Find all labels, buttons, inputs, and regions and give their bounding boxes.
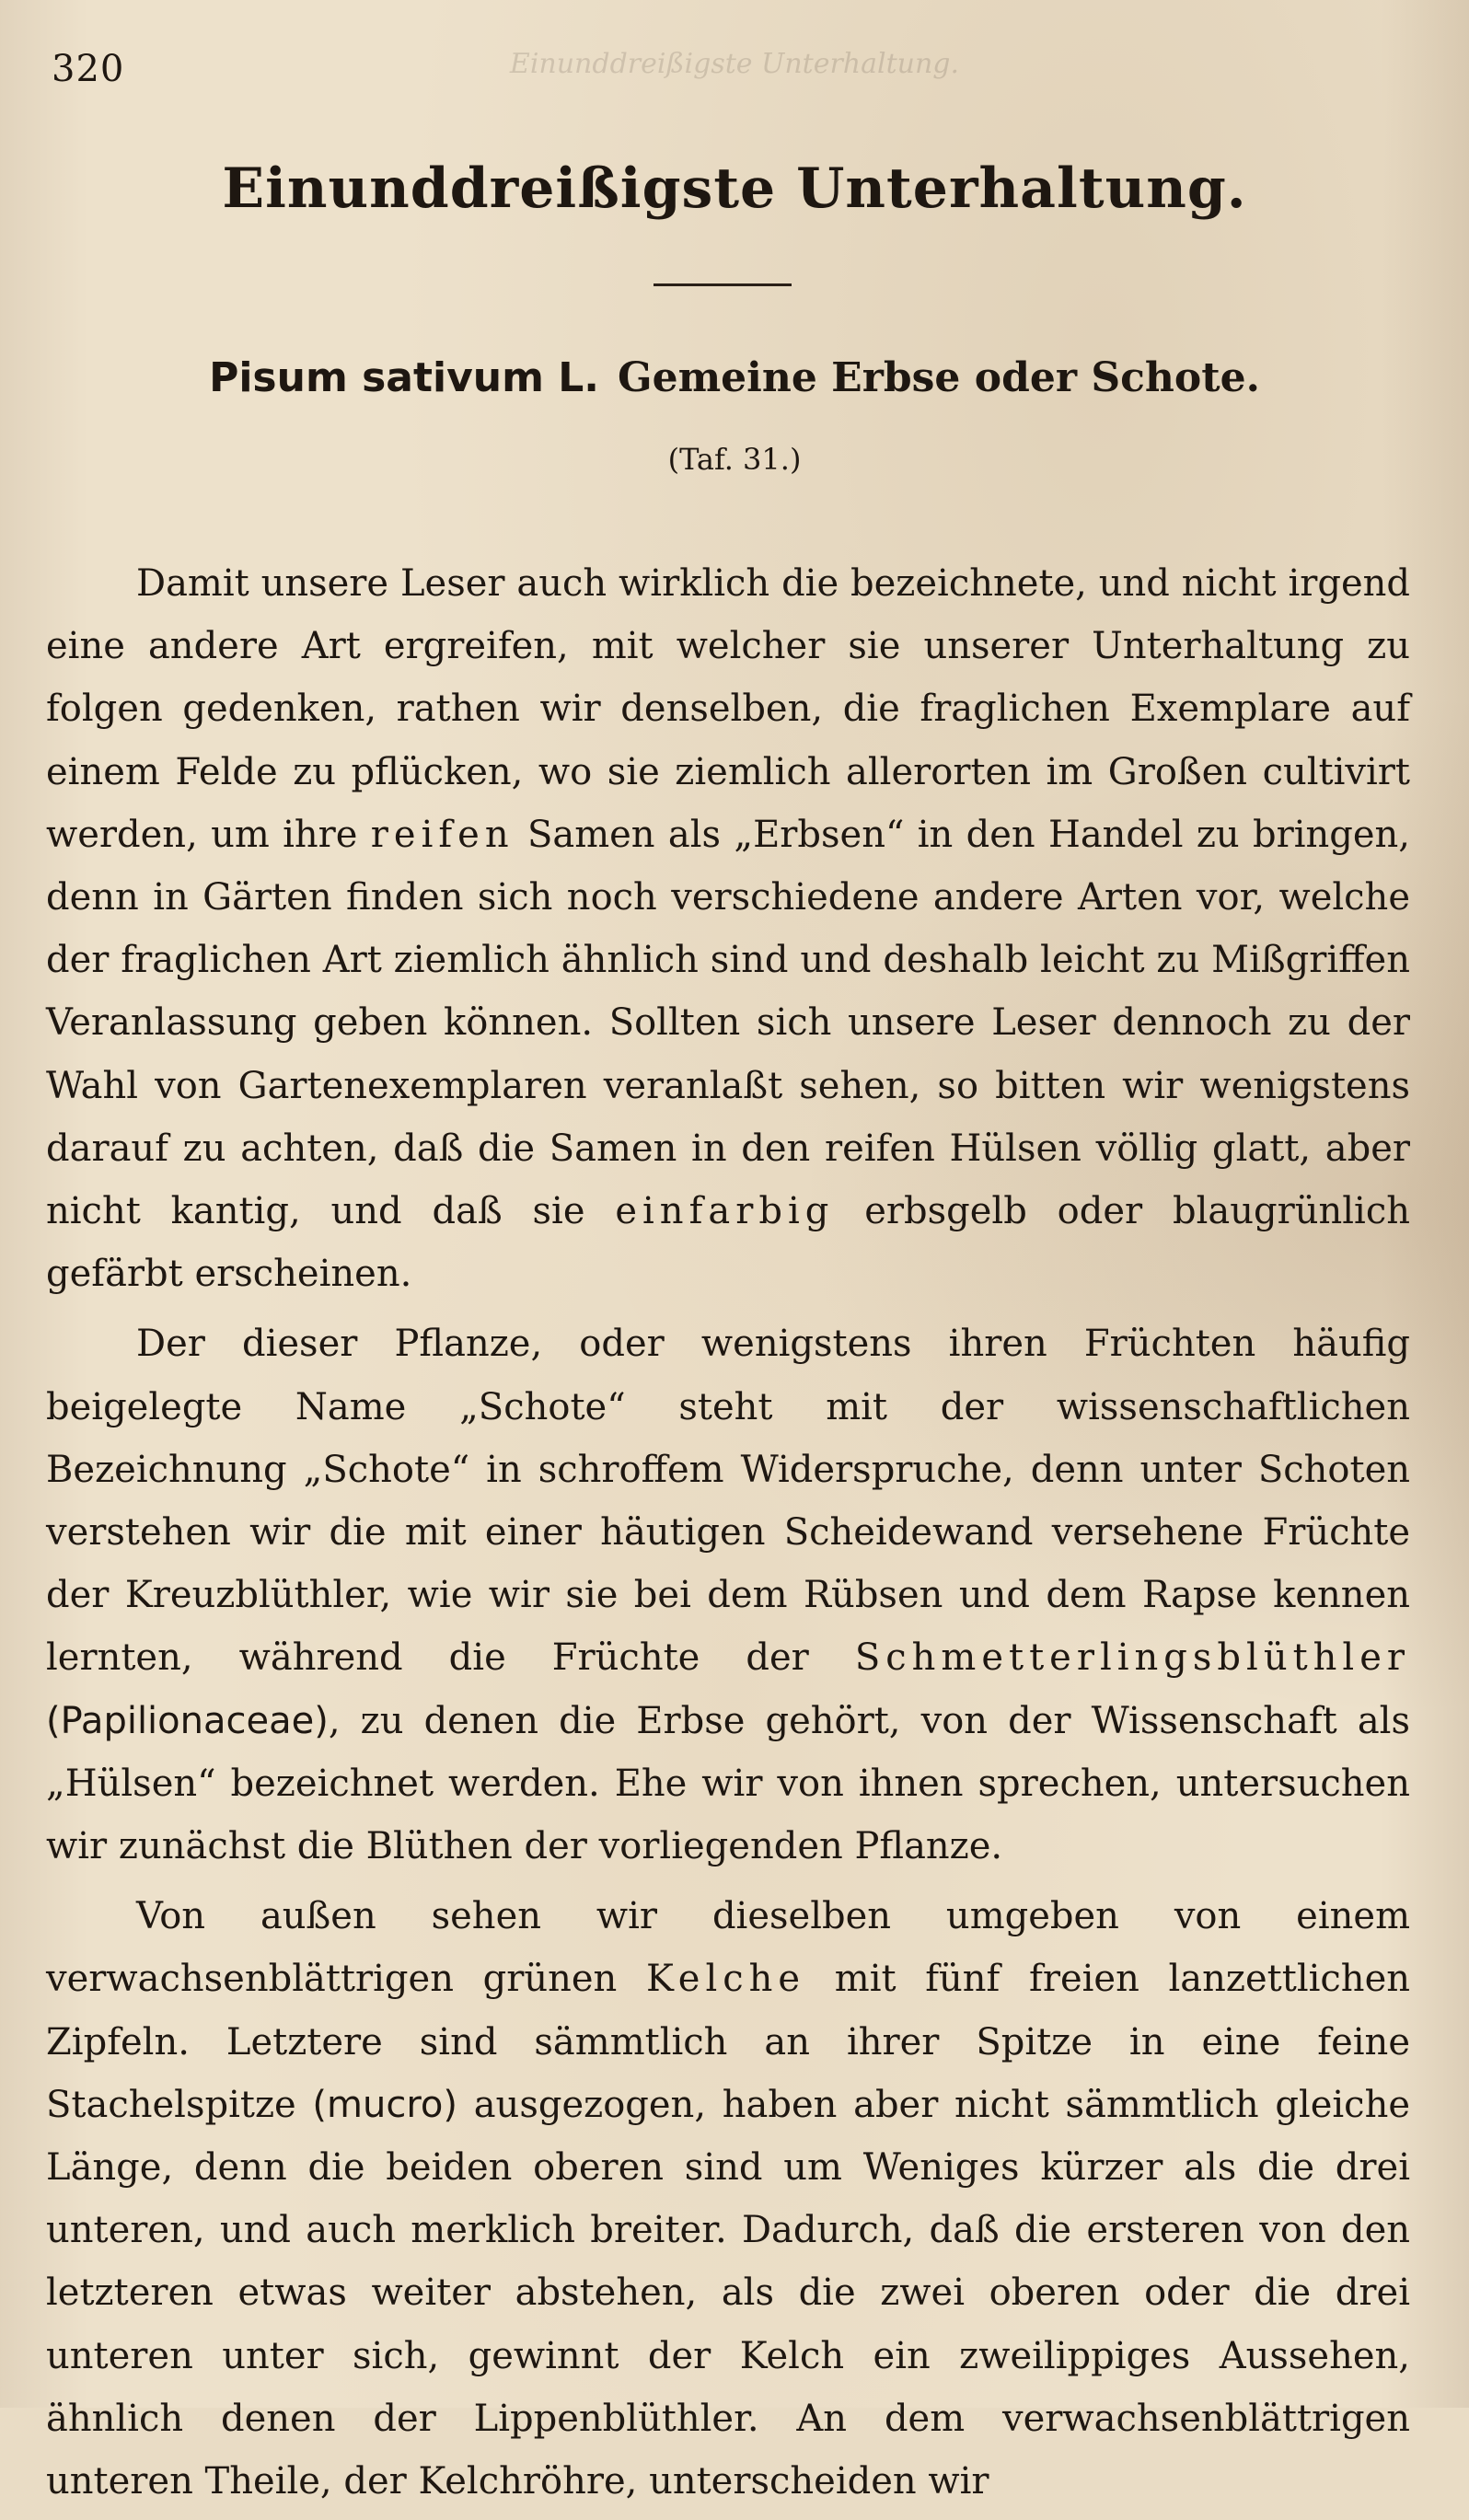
- paragraph-text: Der dieser Pflanze, oder wenigstens ihren Früchten häufig beigelegte Name „Schote“ steht mit der wissenschaftlichen Bezeichnung „Schote“ in schroffem Widerspruche, denn unter Schoten verstehen wir die mit einer häutigen Scheidewand versehene Früchte der Kreuzblüthler, wie wir sie bei dem Rübsen und dem Rapse kennen lernten, während die Früchte der: [46, 1323, 1410, 1680]
- paragraph-text: erbsgelb oder blaugrünlich gefärbt erscheinen.: [46, 1190, 1410, 1296]
- latin-term: (mucro): [312, 2083, 457, 2126]
- paragraph-text: ausgezogen, haben aber nicht sämmtlich gleiche Länge, denn die beiden oberen sind um Weniges kürzer als die drei unteren, und auch merklich breiter. Dadurch, daß die ersteren von den letzteren etwas weiter abstehen, als die zwei oberen oder die drei unteren unter sich, gewinnt der Kelch ein zweilippiges Aussehen, ähnlich denen der Lippenblüthler. An dem verwachsenblättrigen unteren Theile, der Kelchröhre, unterscheiden wir: [46, 2083, 1411, 2503]
- paragraph-text: Samen als „Erbsen“ in den Handel zu bringen, denn in Gärten finden sich noch verschiedene andere Arten vor, welche der fraglichen Art ziemlich ähnlich sind und deshalb leicht zu Mißgriffen Veranlassung geben können. Sollten sich unsere Leser dennoch zu der Wahl von Gartenexemplaren veranlaßt sehen, so bitten wir wenigstens darauf zu achten, daß die Samen in den reifen Hülsen völlig glatt, aber nicht kantig, und daß sie: [46, 813, 1411, 1233]
- emphasized-word: Schmetterlingsblüthler: [854, 1636, 1410, 1680]
- paragraph-3: [46, 1885, 1410, 2513]
- species-latin-name: Pisum sativum L.: [209, 354, 600, 401]
- paragraph-text: Von außen sehen wir dieselben umgeben von einem verwachsenblättrigen grünen: [46, 1895, 1410, 2001]
- emphasized-word: Kelche: [645, 1958, 806, 2001]
- section-heading: [0, 354, 1469, 401]
- emphasized-word: reifen: [370, 813, 515, 856]
- page-number: 320: [52, 48, 125, 90]
- paragraph-1: [46, 552, 1410, 1305]
- chapter-title: Einunddreißigste Unterhaltung.: [222, 156, 1247, 221]
- emphasized-word: einfarbig: [615, 1190, 835, 1233]
- paragraph-2: [46, 1312, 1410, 1878]
- paragraph-text: mit fünf freien lanzettlichen Zipfeln. Letztere sind sämmtlich an ihrer Spitze in eine feine Stachelspitze: [46, 1958, 1410, 2126]
- paragraph-text: Damit unsere Leser auch wirklich die bezeichnete, und nicht irgend eine andere Art ergreifen, mit welcher sie unserer Unterhaltung zu folgen gedenken, rathen wir denselben, die fraglichen Exemplare auf einem Felde zu pflücken, wo sie ziemlich allerorten im Großen cultivirt werden, um ihre: [46, 562, 1410, 856]
- paragraph-text: , zu denen die Erbse gehört, von der Wissenschaft als „Hülsen“ bezeichnet werden. Ehe wir von ihnen sprechen, untersuchen wir zunächst die Blüthen der vorliegenden Pflanze.: [46, 1699, 1410, 1868]
- species-common-name: Gemeine Erbse oder Schote.: [618, 354, 1260, 401]
- plate-reference: (Taf. 31.): [667, 442, 802, 477]
- running-head: Einunddreißigste Unterhaltung.: [509, 48, 960, 80]
- title-divider: [654, 283, 792, 286]
- body-text: [46, 552, 1410, 2520]
- latin-term: (Papilionaceae): [46, 1699, 329, 1742]
